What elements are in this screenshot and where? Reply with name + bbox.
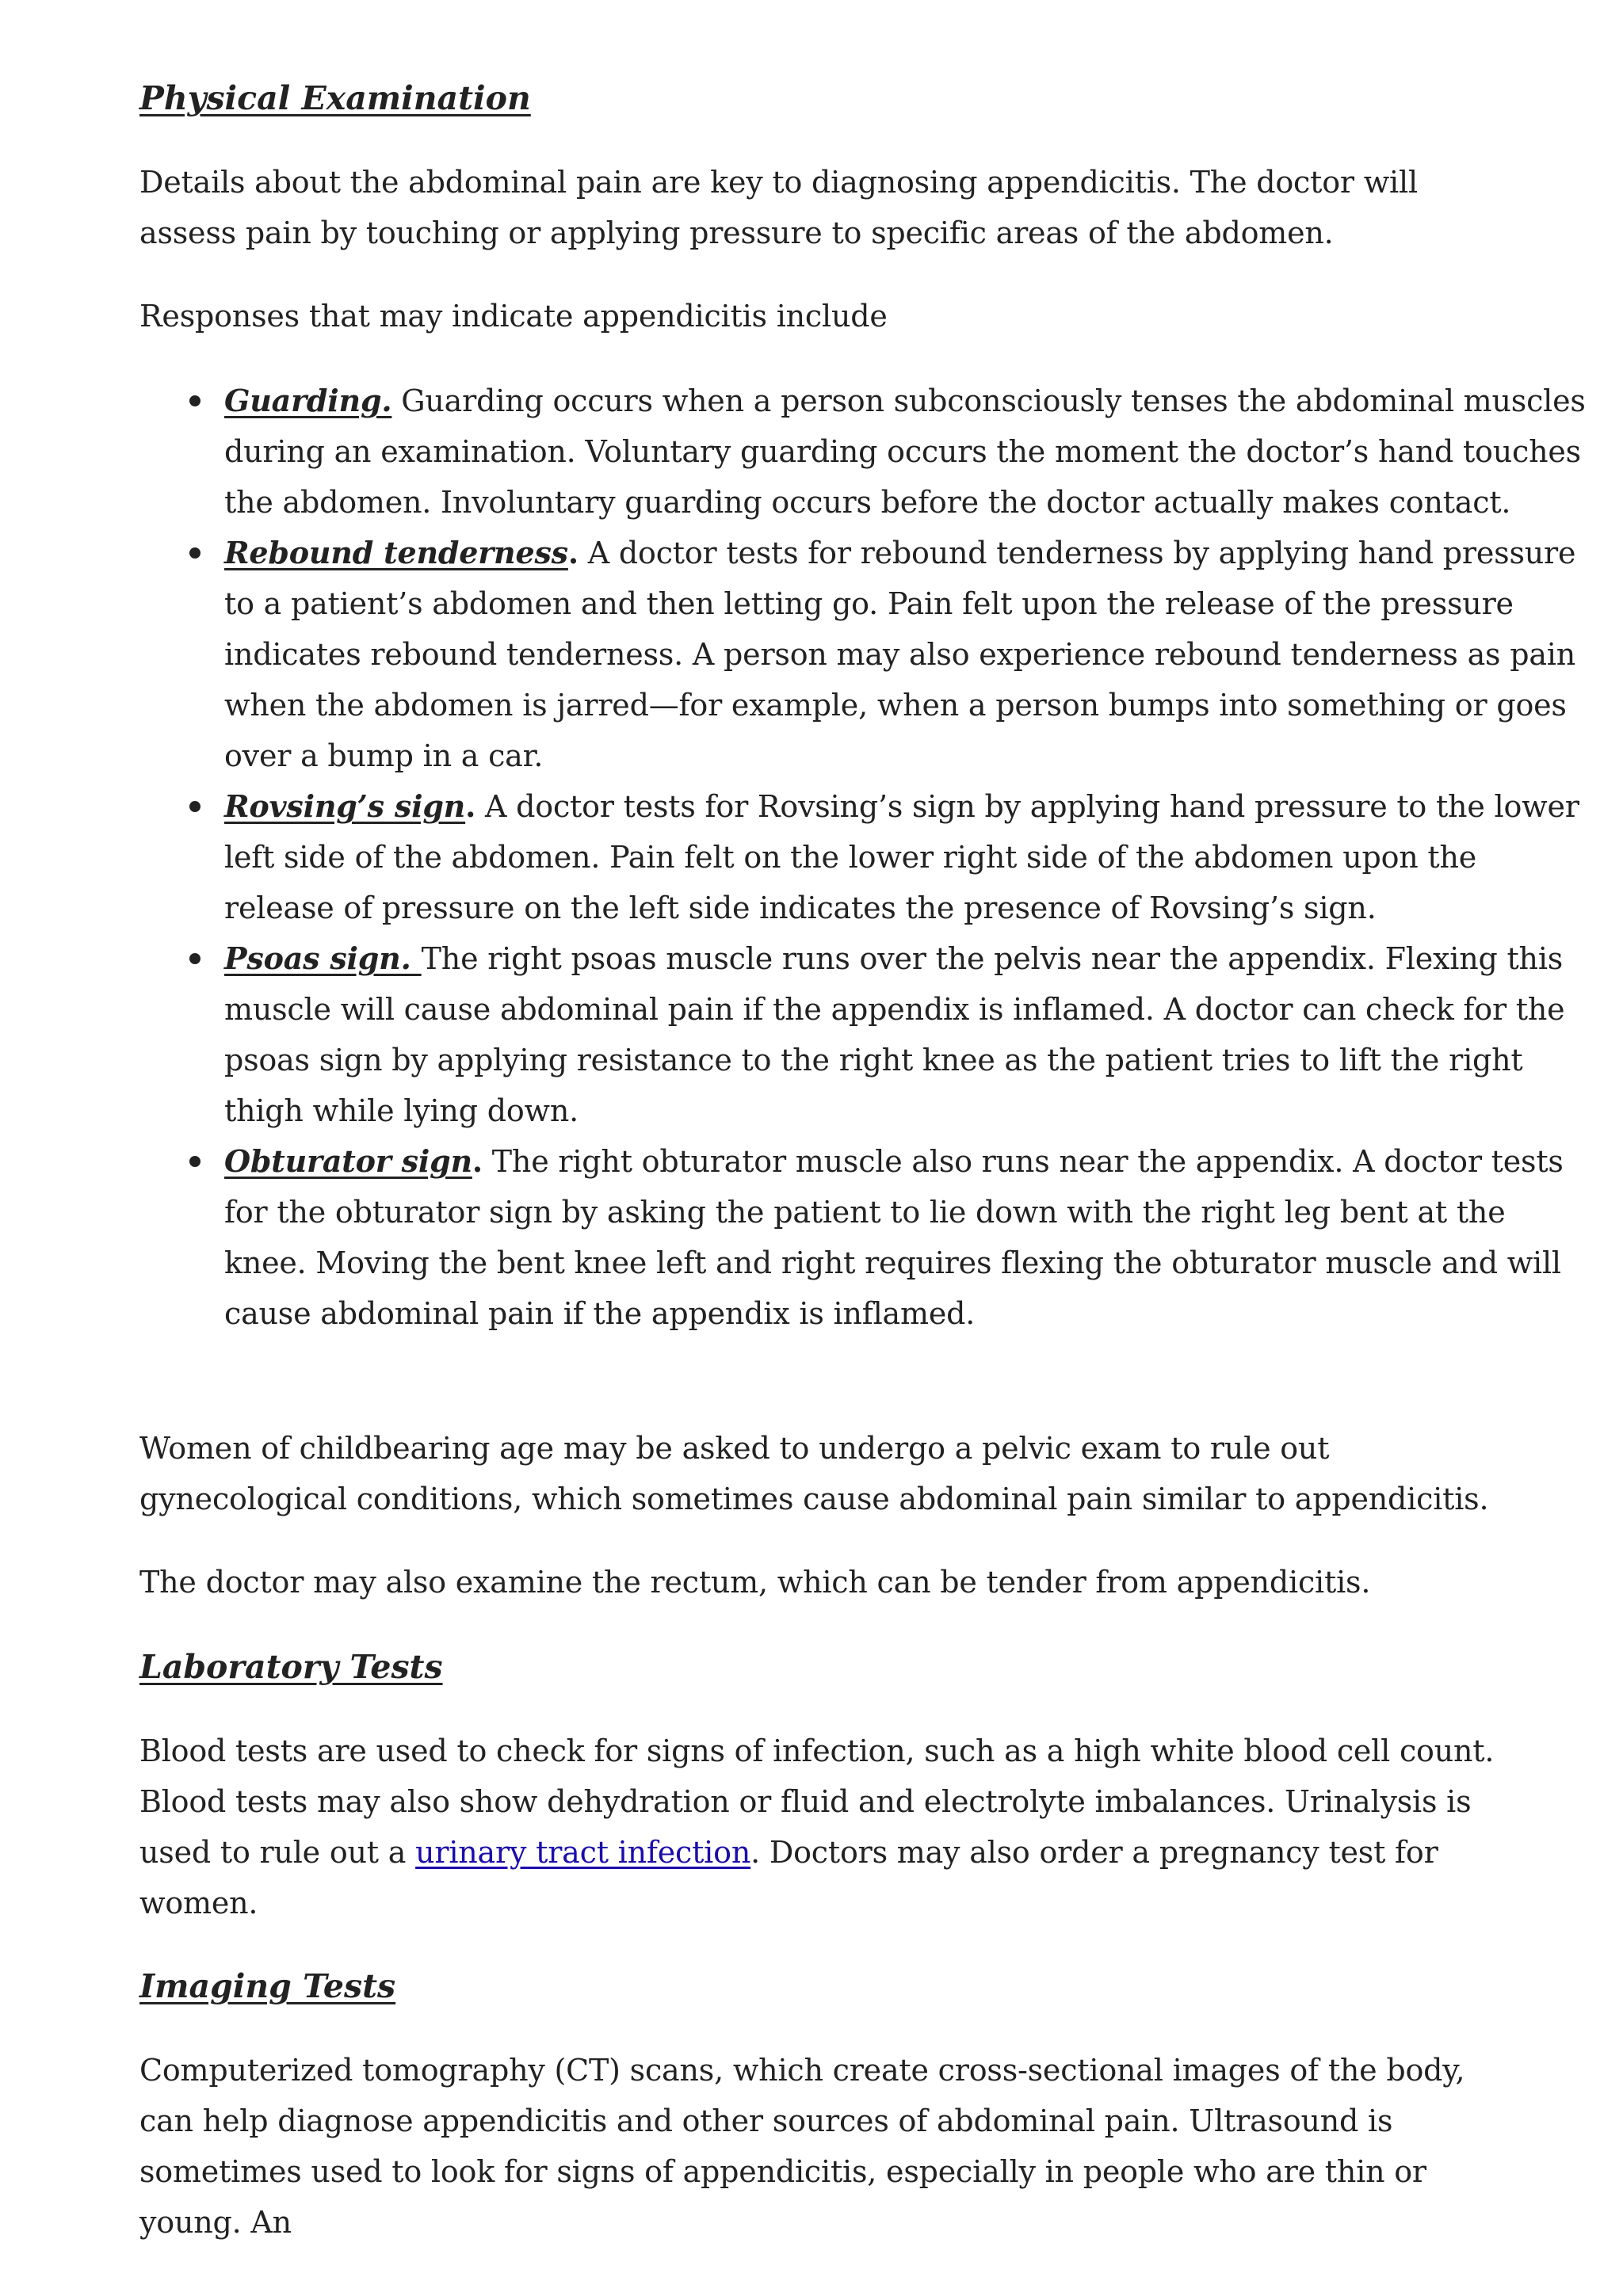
paragraph-pain-details: Details about the abdominal pain are key to diagnosing appendicitis. The doctor will assess pain by touching or applying pressure to specific areas of the abdomen. (139, 165, 1418, 250)
urinary-tract-infection-link[interactable]: urinary tract infection (415, 1835, 751, 1870)
term-psoas-sign: Psoas sign. (224, 940, 422, 976)
paragraph-blood-tests (139, 1726, 1503, 1928)
bullet-icon (189, 395, 200, 406)
term-guarding: Guarding. (224, 383, 392, 418)
list-item-rovsings-sign (224, 781, 1587, 933)
description-obturator-sign: The right obturator muscle also runs near the appendix. A doctor tests for the obturator sign by asking the patient to lie down with the right leg bent at the knee. Moving the bent knee left and right requires flexing the obturator muscle and will cause abdominal pain if the appendix is inflamed. (224, 1144, 1564, 1331)
list-item-guarding (224, 376, 1587, 528)
bullet-icon (189, 801, 200, 812)
term-obturator-sign: Obturator sign (224, 1143, 472, 1179)
bullet-icon (189, 953, 200, 964)
list-item-rebound-tenderness (224, 528, 1587, 781)
description-psoas-sign: The right psoas muscle runs over the pelvis near the appendix. Flexing this muscle will cause abdominal pain if the appendix is inflamed. A doctor can check for the psoas sign by applying resistance to the right knee as the patient tries to lift the right thigh while lying down. (224, 941, 1565, 1128)
term-period: . (472, 1143, 483, 1179)
paragraph-ct-scans: Computerized tomography (CT) scans, which create cross-sectional images of the body, can help diagnose appendicitis and other sources of abdominal pain. Ultrasound is sometimes used to look for signs of appendicitis, especially in people who are thin or young. An (139, 2053, 1465, 2240)
heading-imaging-tests: Imaging Tests (139, 1967, 396, 2005)
blood-tests-text: Blood tests are used to check for signs of infection, such as a high white blood cell count. Blood tests may also show dehydration or fluid and electrolyte imbalances. Urinalysis is used to rule out a (139, 1733, 1495, 1870)
pregnancy-test-text: . Doctors may also order a pregnancy test for women. (139, 1835, 1438, 1920)
term-period: . (465, 788, 476, 824)
bullet-icon (189, 547, 200, 559)
bullet-icon (189, 1156, 200, 1167)
term-period: . (567, 535, 579, 570)
list-item-psoas-sign (224, 933, 1587, 1136)
appendicitis-signs-list (139, 376, 1587, 1339)
heading-physical-examination: Physical Examination (139, 79, 531, 117)
heading-laboratory-tests: Laboratory Tests (139, 1648, 443, 1686)
paragraph-responses-intro: Responses that may indicate appendicitis include (139, 299, 888, 334)
paragraph-rectum-exam: The doctor may also examine the rectum, which can be tender from appendicitis. (139, 1565, 1371, 1600)
term-rovsings-sign: Rovsing’s sign (224, 788, 466, 824)
description-rovsings-sign: A doctor tests for Rovsing’s sign by applying hand pressure to the lower left side of the abdomen. Pain felt on the lower right side of the abdomen upon the release of pressure on the left side indicates the presence of Rovsing’s sign. (224, 789, 1579, 925)
paragraph-pelvic-exam: Women of childbearing age may be asked to undergo a pelvic exam to rule out gynecological conditions, which sometimes cause abdominal pain similar to appendicitis. (139, 1431, 1489, 1516)
term-rebound-tenderness: Rebound tenderness (224, 535, 568, 570)
description-guarding: Guarding occurs when a person subconsciously tenses the abdominal muscles during an examination. Voluntary guarding occurs the moment the doctor’s hand touches the abdomen. Involuntary guarding occurs before the doctor actually makes contact. (224, 383, 1586, 520)
list-item-obturator-sign (224, 1136, 1587, 1339)
description-rebound-tenderness: A doctor tests for rebound tenderness by applying hand pressure to a patient’s abdomen and then letting go. Pain felt upon the release of the pressure indicates rebound tenderness. A person may also experience rebound tenderness as pain when the abdomen is jarred—for example, when a person bumps into something or goes over a bump in a car. (224, 536, 1576, 773)
